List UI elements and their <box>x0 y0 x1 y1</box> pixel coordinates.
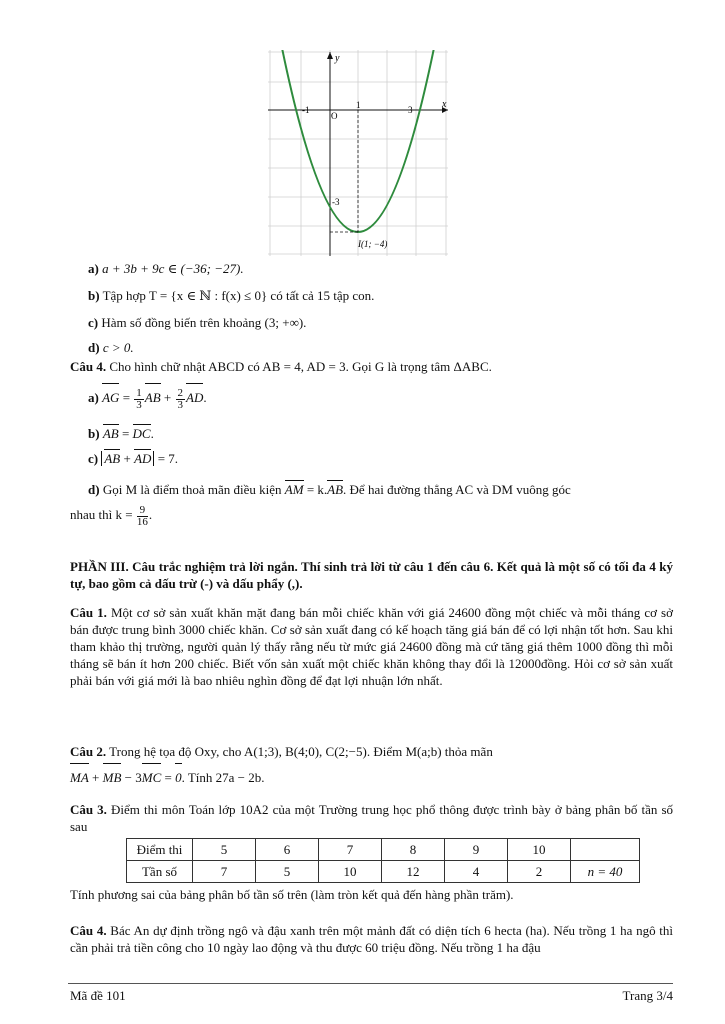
q3-option-d: d) c > 0. <box>88 340 134 355</box>
q4-stem: Câu 4. Cho hình chữ nhật ABCD có AB = 4, AD = 3. Gọi G là trọng tâm ΔABC. <box>70 359 492 374</box>
table-cell <box>571 839 640 861</box>
footer-divider <box>68 983 673 984</box>
y-label: y <box>335 53 340 64</box>
frequency-table <box>126 838 640 883</box>
short-q3: Câu 3. Điểm thi môn Toán lớp 10A2 của một Trường trung học phổ thông được trình bày ở bảng phân bố tần số sau <box>70 802 673 834</box>
table-total-cell: n = 40 <box>571 861 640 883</box>
q3-option-c: c) Hàm số đồng biến trên khoảng (3; +∞). <box>88 315 307 330</box>
footer-page: Trang 3/4 <box>622 988 673 1003</box>
table-cell: 2 <box>508 861 571 883</box>
vertex-label: I(1; −4) <box>358 239 388 249</box>
table-cell: 8 <box>382 839 445 861</box>
table-cell: 7 <box>319 839 382 861</box>
table-cell: 10 <box>508 839 571 861</box>
tick-label-3: 3 <box>408 105 413 115</box>
q4-option-d: d) Gọi M là điểm thoả mãn điều kiện AM = k.AB. Để hai đường thẳng AC và DM vuông góc <box>88 482 571 497</box>
table-cell: 12 <box>382 861 445 883</box>
row-header-freq: Tần số <box>127 861 193 883</box>
table-cell: 5 <box>256 861 319 883</box>
q4-option-b: b) AB = DC. <box>88 426 154 441</box>
parabola-graph <box>268 50 448 256</box>
tick-label-1: 1 <box>356 100 361 110</box>
tick-label-neg1: -1 <box>302 105 310 115</box>
short-q2: Câu 2. Trong hệ tọa độ Oxy, cho A(1;3), B(4;0), C(2;−5). Điểm M(a;b) thỏa mãn MA + MB − 3MC = 0. Tính 27a − 2b. <box>70 739 673 791</box>
y-axis-arrow <box>327 52 333 59</box>
row-header-score: Điểm thi <box>127 839 193 861</box>
table-cell: 5 <box>193 839 256 861</box>
q4-option-c: c) AB + AD = 7. <box>88 451 179 466</box>
part3-heading: PHẦN III. Câu trắc nghiệm trả lời ngắn. Thí sinh trả lời từ câu 1 đến câu 6. Kết quả là một số có tối đa 4 ký tự, bao gồm cả dấu trừ (-) và dấu phẩy (,). <box>70 559 673 591</box>
short-q3-after: Tính phương sai của bảng phân bố tần số trên (làm tròn kết quả đến hàng phần trăm). <box>70 887 514 902</box>
q3-option-b: b) Tập hợp T = {x ∈ ℕ : f(x) ≤ 0} có tất cả 15 tập con. <box>88 288 375 303</box>
footer-code: Mã đề 101 <box>70 988 126 1003</box>
q4-option-d-cont: nhau thì k = $\frac{9}{16}$ . <box>70 503 153 528</box>
short-q4: Câu 4. Bác An dự định trồng ngô và đậu xanh trên một mảnh đất có diện tích 6 hecta (ha). Nếu trồng 1 ha ngô thì cần phải trả tiền công cho 10 ngày lao động và thu được 60 triệu đồng. Nếu trồng 1 ha đậu <box>70 923 674 955</box>
q3-option-a: a) a + 3b + 9c ∈ (−36; −27). <box>88 261 244 276</box>
q4-option-a: a) AG = $\frac{1}{3}$ AB + $\frac{2}{3}$ AD. <box>88 386 207 411</box>
origin-label: O <box>331 111 338 121</box>
table-cell: 9 <box>445 839 508 861</box>
table-cell: 4 <box>445 861 508 883</box>
table-cell: 6 <box>256 839 319 861</box>
short-q1: Câu 1. Một cơ sở sản xuất khăn mặt đang bán mỗi chiếc khăn với giá 24600 đồng một chiếc và mỗi tháng cơ sở bán được trung bình 3000 chiếc khăn. Cơ sở sản xuất đang có kế hoạch tăng giá bán để có lợi nhận tốt hơn. Sau khi tham khảo thị trường, người quản lý thấy rằng nếu từ mức giá 24600 đồng mà cứ tăng giá thêm 1000 đồng thì mỗi tháng sẽ bán ít hơn 200 chiếc. Biết vốn sản xuất một chiếc khăn không thay đổi là 12000đồng. Hỏi cơ sở sản xuất phải bán với giá mới là bao nhiêu nghìn đồng để đạt lợi nhuận lớn nhất. <box>70 605 673 688</box>
tick-label-neg3: -3 <box>332 197 340 207</box>
table-cell: 10 <box>319 861 382 883</box>
table-row <box>127 861 640 883</box>
x-label: x <box>442 99 447 110</box>
table-row <box>127 839 640 861</box>
table-cell: 7 <box>193 861 256 883</box>
